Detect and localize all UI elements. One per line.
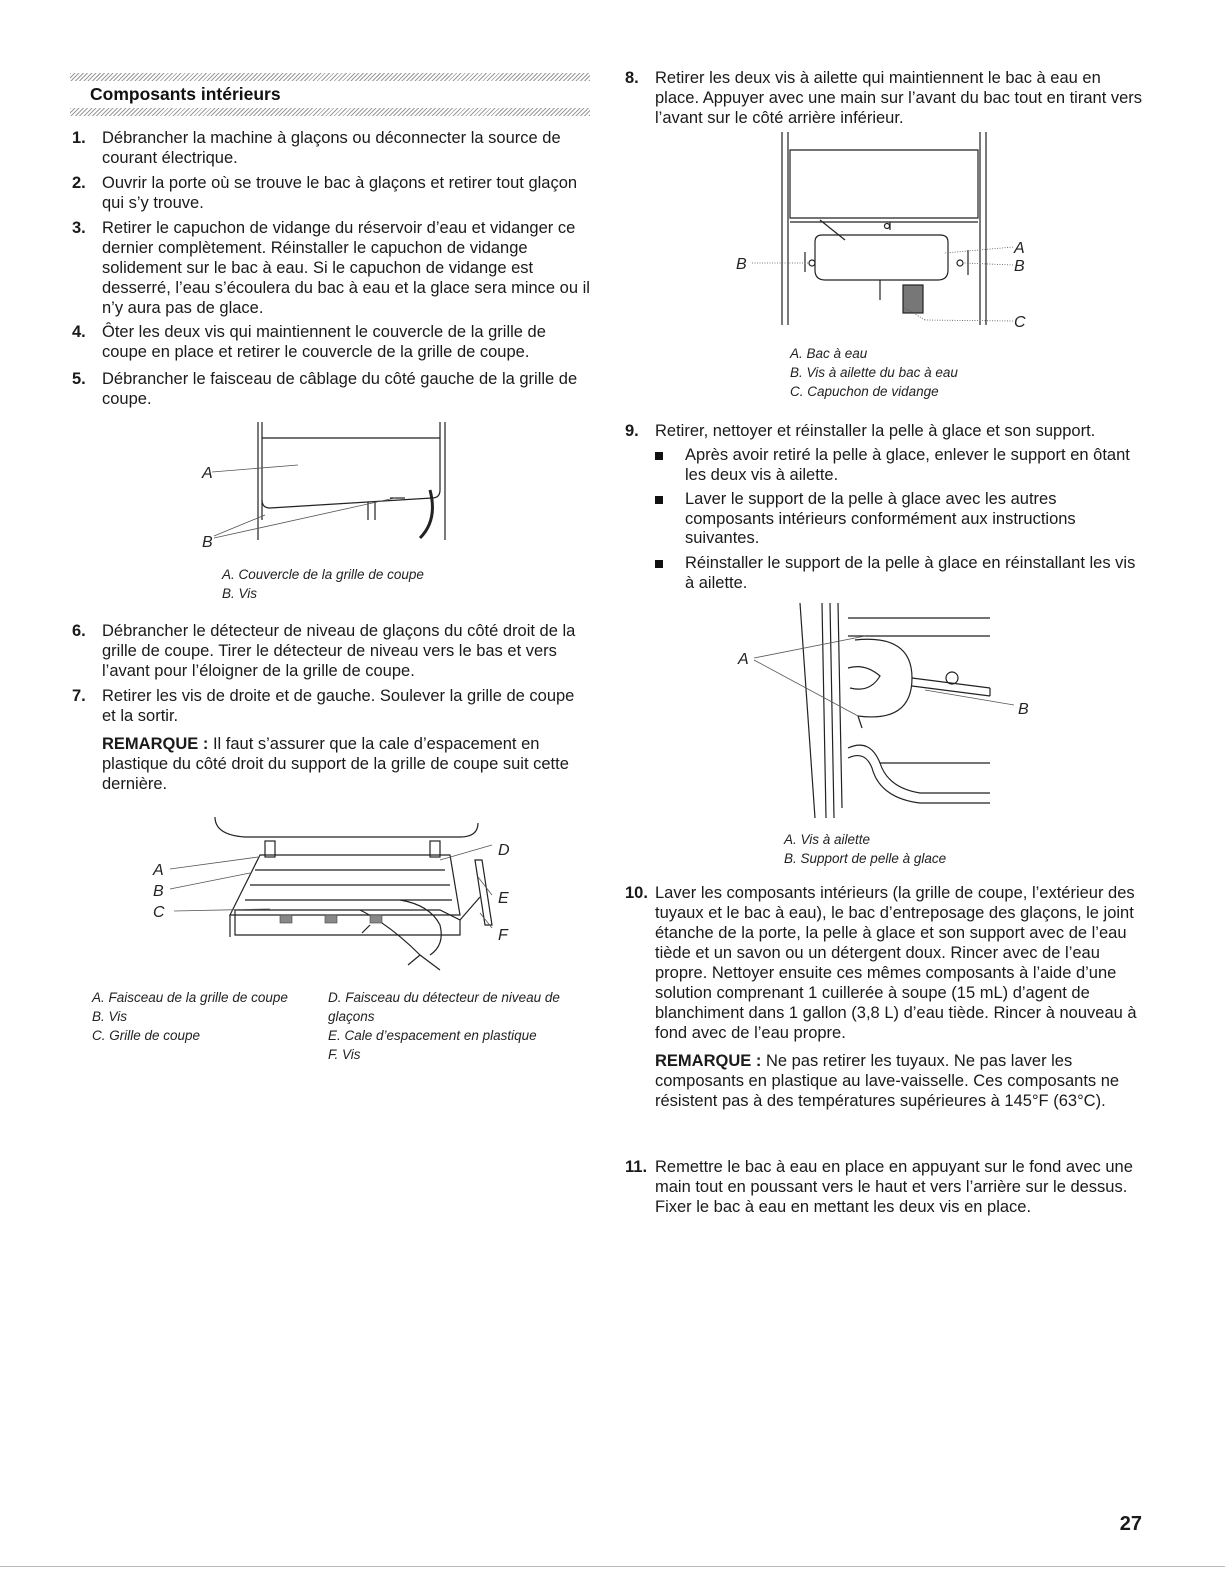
note-text: Il faut s’assurer que la cale d’espacement en plastique du côté droit du support de la grille de coupe suit cette dernière.: [102, 735, 569, 793]
fig4-captions: [784, 830, 946, 868]
step-10: [625, 883, 1145, 1111]
figure-cutter-grid-removal: [140, 815, 540, 980]
step-text: Retirer les vis de droite et de gauche. Soulever la grille de coupe et la sortir.: [102, 687, 575, 725]
caption-line: B. Support de pelle à glace: [784, 851, 947, 866]
step-number: 8.: [625, 69, 639, 87]
step-text: Ouvrir la porte où se trouve le bac à glaçons et retirer tout glaçon qui s’y trouve.: [102, 174, 578, 212]
note-text: Ne pas retirer les tuyaux. Ne pas laver les composants en plastique au lave-vaisselle. Ces composants ne résistent pas à des températures supérieures à 145°F (63°C).: [655, 1052, 1120, 1110]
water-tray-illustration: [730, 130, 1050, 335]
caption-line: E. Cale d’espacement en plastique: [328, 1028, 537, 1043]
step-text: Retirer, nettoyer et réinstaller la pelle à glace et son support.: [655, 422, 1096, 440]
step-3: [72, 218, 592, 318]
step-text: Retirer le capuchon de vidange du réservoir d’eau et vidanger ce dernier complètement. Réinstaller le capuchon de vidange solidement sur le bac à eau. Si le capuchon de vidange est desserré, l’eau s’écoulera du bac à eau et la glace sera mince ou il n’y aura pas de glace.: [102, 219, 590, 317]
note-label: REMARQUE :: [655, 1052, 762, 1070]
step-number: 9.: [625, 422, 639, 440]
fig2-captions-right: [328, 988, 588, 1064]
step-text: Débrancher la machine à glaçons ou déconnecter la source de courant électrique.: [102, 129, 561, 167]
fig3-label-c: C: [1014, 314, 1026, 331]
fig2-label-a: A: [153, 862, 164, 879]
fig4-label-b: B: [1018, 701, 1029, 718]
step-text: Débrancher le faisceau de câblage du côté gauche de la grille de coupe.: [102, 370, 578, 408]
caption-line: A. Couvercle de la grille de coupe: [222, 567, 424, 582]
step-number: 11.: [625, 1158, 648, 1176]
fig1-label-b: B: [202, 534, 213, 551]
step-2: [72, 173, 592, 213]
step-number: 3.: [72, 219, 86, 237]
cutter-grid-cover-illustration: [190, 420, 480, 555]
bullet-3: [655, 554, 1145, 593]
bullet-2: [655, 490, 1145, 549]
fig3-label-b-left: B: [736, 256, 747, 273]
caption-line: A. Faisceau de la grille de coupe: [92, 990, 288, 1005]
bullet-square-icon: [655, 496, 663, 504]
bullet-square-icon: [655, 560, 663, 568]
fig1-captions: [222, 565, 424, 603]
note-step7: [102, 734, 592, 794]
fig3-label-a: A: [1014, 240, 1025, 257]
bullet-text: Laver le support de la pelle à glace avec les autres composants intérieurs conformément aux instructions suivantes.: [685, 490, 1076, 547]
fig2-label-f: F: [498, 927, 508, 944]
bullet-text: Réinstaller le support de la pelle à glace en réinstallant les vis à ailette.: [685, 554, 1136, 592]
step-text: Retirer les deux vis à ailette qui maintiennent le bac à eau en place. Appuyer avec une main sur l’avant du bac tout en tirant vers l’avant sur le côté arrière inférieur.: [655, 69, 1143, 127]
step-6: [72, 621, 592, 681]
caption-line: B. Vis: [92, 1009, 128, 1024]
figure-ice-scoop-holder: [730, 598, 1050, 823]
step-number: 2.: [72, 174, 86, 192]
step-number: 10.: [625, 884, 648, 902]
hatch-rule-top: [70, 73, 590, 81]
fig2-label-b: B: [153, 883, 164, 900]
caption-line: F. Vis: [328, 1047, 361, 1062]
step-text: Remettre le bac à eau en place en appuyant sur le fond avec une main tout en poussant vers le haut et vers l’arrière sur le dessus. Fixer le bac à eau en mettant les deux vis en place.: [655, 1158, 1133, 1216]
caption-line: C. Grille de coupe: [92, 1028, 201, 1043]
caption-line: D. Faisceau du détecteur de niveau de glaçons: [328, 990, 560, 1024]
caption-line: C. Capuchon de vidange: [790, 384, 939, 399]
step-8: [625, 68, 1145, 128]
step-text: Débrancher le détecteur de niveau de glaçons du côté droit de la grille de coupe. Tirer le détecteur de niveau vers le bas et vers l’avant pour l’éloigner de la grille de coupe.: [102, 622, 576, 680]
fig2-captions-left: [92, 988, 302, 1045]
section-header: [70, 73, 590, 116]
step-number: 5.: [72, 370, 86, 388]
fig2-label-c: C: [153, 904, 165, 921]
step-5: [72, 369, 592, 409]
section-title: Composants intérieurs: [90, 84, 281, 104]
caption-line: A. Vis à ailette: [784, 832, 871, 847]
hatch-rule-bottom: [70, 108, 590, 116]
bullet-1: [655, 446, 1145, 485]
note-step10: [655, 1051, 1145, 1111]
caption-line: A. Bac à eau: [790, 346, 868, 361]
figure-water-tray: [730, 130, 1050, 335]
bottom-rule: [0, 1566, 1225, 1567]
caption-line: B. Vis à ailette du bac à eau: [790, 365, 958, 380]
step-1: [72, 128, 592, 168]
fig3-captions: [790, 344, 958, 401]
step-number: 6.: [72, 622, 86, 640]
step-4: [72, 322, 592, 362]
note-label: REMARQUE :: [102, 735, 209, 753]
page-number: 27: [1119, 1513, 1142, 1535]
caption-line: B. Vis: [222, 586, 258, 601]
step-number: 7.: [72, 687, 86, 705]
step-text: Laver les composants intérieurs (la grille de coupe, l’extérieur des tuyaux et le bac à eau), le bac d’entreposage des glaçons, le joint étanche de la porte, la pelle à glace et son support avec de l’eau tiède et un savon ou un détergent doux. Rincer avec de l’eau propre. Nettoyer ensuite ces mêmes composants à l’aide d’une solution comprenant 1 cuillerée à soupe (15 mL) d’agent de blanchiment dans 1 gallon (3,8 L) d’eau tiède. Rincer à nouveau à fond avec de l’eau propre.: [655, 884, 1137, 1042]
step-text: Ôter les deux vis qui maintiennent le couvercle de la grille de coupe en place et retirer le couvercle de la grille de coupe.: [102, 323, 546, 361]
ice-scoop-holder-illustration: [730, 598, 1050, 823]
fig1-label-a: A: [202, 465, 213, 482]
fig2-label-d: D: [498, 842, 510, 859]
fig2-label-e: E: [498, 890, 509, 907]
step-9: [625, 421, 1145, 441]
step-11: [625, 1157, 1145, 1217]
bullet-text: Après avoir retiré la pelle à glace, enlever le support en ôtant les deux vis à ailette.: [685, 446, 1130, 484]
fig4-label-a: A: [738, 651, 749, 668]
step-number: 4.: [72, 323, 86, 341]
figure-cutter-grid-cover: [190, 420, 480, 555]
step-number: 1.: [72, 129, 86, 147]
cutter-grid-removal-illustration: [140, 815, 540, 980]
bullet-square-icon: [655, 452, 663, 460]
fig3-label-b-right: B: [1014, 258, 1025, 275]
step-7: [72, 686, 592, 794]
